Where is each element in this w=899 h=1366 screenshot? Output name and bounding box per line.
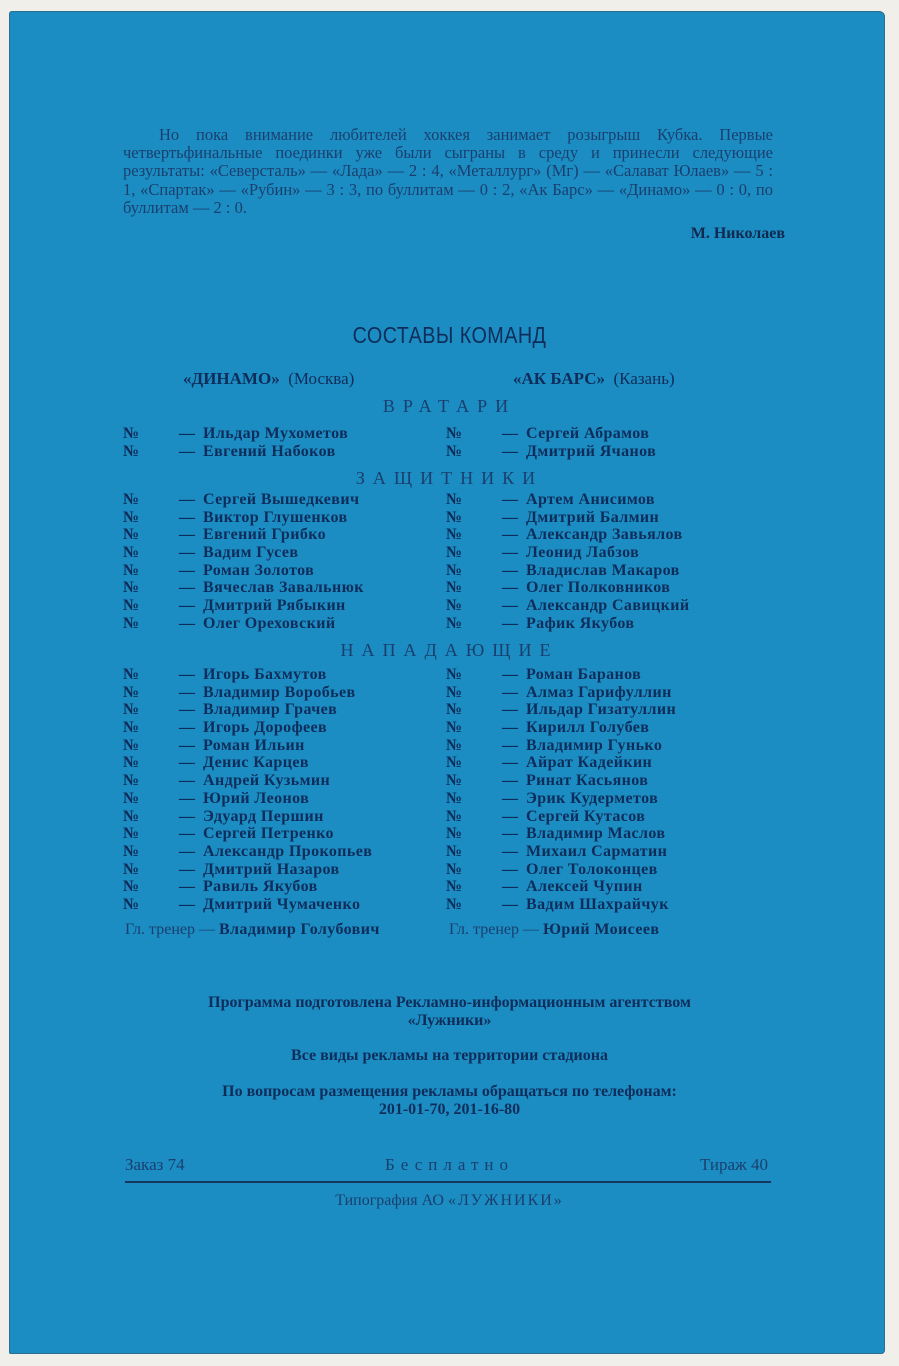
dash: — (502, 544, 518, 562)
dash: — (179, 719, 195, 737)
dash: — (502, 442, 518, 460)
dash: — (179, 754, 195, 772)
number-sign: № (123, 736, 140, 754)
player-name: Владимир Маслов (526, 825, 666, 843)
dash: — (502, 579, 518, 597)
dash: — (179, 807, 195, 825)
player-name: Сергей Петренко (203, 825, 334, 843)
number-sign: № (123, 825, 140, 843)
credits-line-3: Все виды рекламы на территории стадиона (291, 1047, 608, 1064)
dash: — (179, 860, 195, 878)
player-name: Айрат Кадейкин (526, 754, 653, 772)
player-name: Юрий Леонов (203, 789, 310, 807)
number-sign: № (446, 789, 463, 807)
player-name: Дмитрий Рябыкин (203, 597, 346, 615)
print-run: Тираж 40 (699, 1155, 768, 1174)
dash: — (179, 825, 195, 843)
footer-divider (125, 1181, 771, 1183)
dash: — (502, 754, 518, 772)
player-name: Ильдар Мухометов (203, 425, 349, 442)
player-name: Олег Толоконцев (526, 860, 658, 878)
credits-phones: 201-01-70, 201-16-80 (378, 1101, 521, 1118)
dash: — (179, 597, 195, 615)
dash: — (502, 789, 518, 807)
player-name: Роман Баранов (526, 666, 642, 683)
number-sign: № (123, 491, 140, 508)
dash: — (179, 561, 195, 579)
coach-right-name: Юрий Моисеев (542, 921, 660, 938)
number-sign: № (123, 614, 140, 632)
player-name: Алмаз Гарифуллин (526, 683, 672, 701)
dash: — (179, 442, 195, 460)
dash: — (502, 526, 518, 544)
number-sign: № (446, 614, 463, 632)
number-sign: № (446, 754, 463, 772)
number-sign: № (123, 895, 140, 913)
number-sign: № (446, 719, 463, 737)
dash: — (502, 614, 518, 632)
dash: — (502, 825, 518, 843)
player-name: Денис Карцев (203, 754, 309, 772)
player-name: Виктор Глушенков (203, 508, 348, 526)
player-name: Олег Ореховский (203, 614, 336, 632)
coach-label: Гл. тренер — (125, 921, 215, 938)
dash: — (179, 736, 195, 754)
player-name: Роман Ильин (203, 736, 305, 754)
dash: — (179, 666, 195, 683)
team-right-city: (Казань) (613, 369, 675, 388)
section-heading: ЗАЩИТНИКИ (355, 468, 544, 488)
printer-prefix: Типография АО (335, 1192, 444, 1209)
player-name: Ильдар Гизатуллин (526, 701, 677, 719)
dash: — (502, 666, 518, 683)
dash: — (502, 772, 518, 790)
player-name: Равиль Якубов (203, 878, 318, 896)
player-name: Михаил Сарматин (526, 842, 668, 860)
player-name: Владимир Гунько (526, 736, 663, 754)
dash: — (179, 895, 195, 913)
dash: — (179, 544, 195, 562)
number-sign: № (123, 807, 140, 825)
team-right-heading (513, 369, 675, 389)
number-sign: № (123, 719, 140, 737)
coach-left (125, 921, 380, 939)
number-sign: № (446, 666, 463, 683)
number-sign: № (446, 597, 463, 615)
dash: — (502, 701, 518, 719)
number-sign: № (446, 825, 463, 843)
dash: — (179, 425, 195, 442)
number-sign: № (123, 842, 140, 860)
dash: — (179, 878, 195, 896)
player-name: Андрей Кузьмин (203, 772, 331, 790)
number-sign: № (446, 895, 463, 913)
dash: — (179, 701, 195, 719)
number-sign: № (123, 789, 140, 807)
number-sign: № (446, 683, 463, 701)
section-heading: НАПАДАЮЩИЕ (340, 640, 559, 660)
team-left-name: «ДИНАМО» (183, 369, 280, 388)
printer-credit (0, 1192, 899, 1210)
number-sign: № (123, 683, 140, 701)
team-left-city: (Москва) (288, 369, 355, 388)
number-sign: № (123, 561, 140, 579)
dash: — (502, 736, 518, 754)
number-sign: № (123, 579, 140, 597)
number-sign: № (446, 701, 463, 719)
coach-left-name: Владимир Голубович (218, 921, 380, 938)
number-sign: № (123, 878, 140, 896)
player-name: Владислав Макаров (526, 561, 680, 579)
dash: — (502, 807, 518, 825)
dash: — (502, 860, 518, 878)
player-name: Игорь Бахмутов (203, 666, 327, 683)
dash: — (502, 719, 518, 737)
player-name: Владимир Грачев (203, 701, 338, 719)
player-name: Эрик Кудерметов (526, 789, 659, 807)
team-right-name: «АК БАРС» (513, 369, 606, 388)
number-sign: № (123, 508, 140, 526)
credits-line-4: По вопросам размещения рекламы обращаться по телефонам: (222, 1083, 677, 1100)
dash: — (179, 579, 195, 597)
number-sign: № (446, 579, 463, 597)
dash: — (179, 842, 195, 860)
dash: — (179, 683, 195, 701)
credits-line-2: «Лужники» (407, 1012, 492, 1029)
number-sign: № (123, 860, 140, 878)
dash: — (502, 425, 518, 442)
number-sign: № (446, 491, 463, 508)
credits-line-1: Программа подготовлена Рекламно-информационным агентством (208, 994, 691, 1011)
dash: — (502, 508, 518, 526)
dash: — (179, 614, 195, 632)
dash: — (502, 895, 518, 913)
section-heading: ВРАТАРИ (382, 396, 517, 416)
player-name: Вячеслав Завальнюк (203, 579, 364, 597)
number-sign: № (446, 772, 463, 790)
dash: — (179, 526, 195, 544)
player-name: Владимир Воробьев (203, 683, 356, 701)
player-name: Эдуард Першин (203, 807, 324, 825)
printer-name: «ЛУЖНИКИ» (447, 1192, 564, 1209)
player-name: Вадим Гусев (203, 544, 299, 562)
dash: — (502, 597, 518, 615)
dash: — (502, 491, 518, 508)
player-name: Евгений Грибко (203, 526, 327, 544)
number-sign: № (123, 425, 140, 442)
player-name: Сергей Кутасов (526, 807, 646, 825)
dash: — (502, 878, 518, 896)
player-name: Рафик Якубов (526, 614, 635, 632)
number-sign: № (123, 597, 140, 615)
number-sign: № (446, 526, 463, 544)
player-name: Игорь Дорофеев (203, 719, 328, 737)
team-left-heading (183, 369, 354, 389)
dash: — (179, 772, 195, 790)
coach-label: Гл. тренер — (449, 921, 539, 938)
intro-paragraph: Но пока внимание любителей хоккея занимает розыгрыш Кубка. Первые четвертьфинальные поединки уже были сыграны в среду и принесли следующие результаты: «Северсталь» — «Лада» — 2 : 4, «Металлург» (Мг) — «Салават Юлаев» — 5 : 1, «Спартак» — «Рубин» — 3 : 3, по буллитам — 0 : 2, «Ак Барс» — «Динамо» — 0 : 0, по буллитам — 2 : 0. (123, 125, 773, 217)
number-sign: № (446, 544, 463, 562)
player-name: Алексей Чупин (526, 878, 643, 896)
player-name: Роман Золотов (203, 561, 315, 579)
number-sign: № (446, 807, 463, 825)
author-signature: М. Николаев (690, 225, 785, 242)
order-number: Заказ 74 (125, 1155, 185, 1174)
player-name: Кирилл Голубев (526, 719, 650, 737)
number-sign: № (446, 425, 463, 442)
dash: — (179, 491, 195, 508)
number-sign: № (123, 442, 140, 460)
page-title: СОСТАВЫ КОМАНД (352, 322, 547, 348)
number-sign: № (123, 544, 140, 562)
player-name: Артем Анисимов (526, 491, 655, 508)
dash: — (502, 683, 518, 701)
player-name: Дмитрий Чумаченко (203, 895, 361, 913)
number-sign: № (446, 878, 463, 896)
number-sign: № (446, 842, 463, 860)
number-sign: № (446, 736, 463, 754)
player-name: Дмитрий Ячанов (526, 442, 657, 460)
player-name: Александр Савицкий (526, 597, 690, 615)
number-sign: № (123, 754, 140, 772)
dash: — (502, 561, 518, 579)
number-sign: № (446, 442, 463, 460)
number-sign: № (123, 772, 140, 790)
dash: — (502, 842, 518, 860)
number-sign: № (446, 561, 463, 579)
player-name: Дмитрий Назаров (203, 860, 340, 878)
player-name: Сергей Вышедкевич (203, 491, 360, 508)
player-name: Олег Полковников (526, 579, 671, 597)
player-name: Александр Завьялов (526, 526, 683, 544)
price-label: Бесплатно (385, 1155, 514, 1174)
coach-right (449, 921, 659, 939)
player-name: Дмитрий Балмин (526, 508, 660, 526)
number-sign: № (446, 860, 463, 878)
number-sign: № (123, 701, 140, 719)
number-sign: № (123, 666, 140, 683)
player-name: Сергей Абрамов (526, 425, 650, 442)
player-name: Ринат Касьянов (526, 772, 649, 790)
dash: — (179, 789, 195, 807)
player-name: Леонид Лабзов (526, 544, 640, 562)
player-name: Евгений Набоков (203, 442, 336, 460)
player-name: Вадим Шахрайчук (526, 895, 669, 913)
number-sign: № (123, 526, 140, 544)
player-name: Александр Прокопьев (203, 842, 373, 860)
number-sign: № (446, 508, 463, 526)
dash: — (179, 508, 195, 526)
